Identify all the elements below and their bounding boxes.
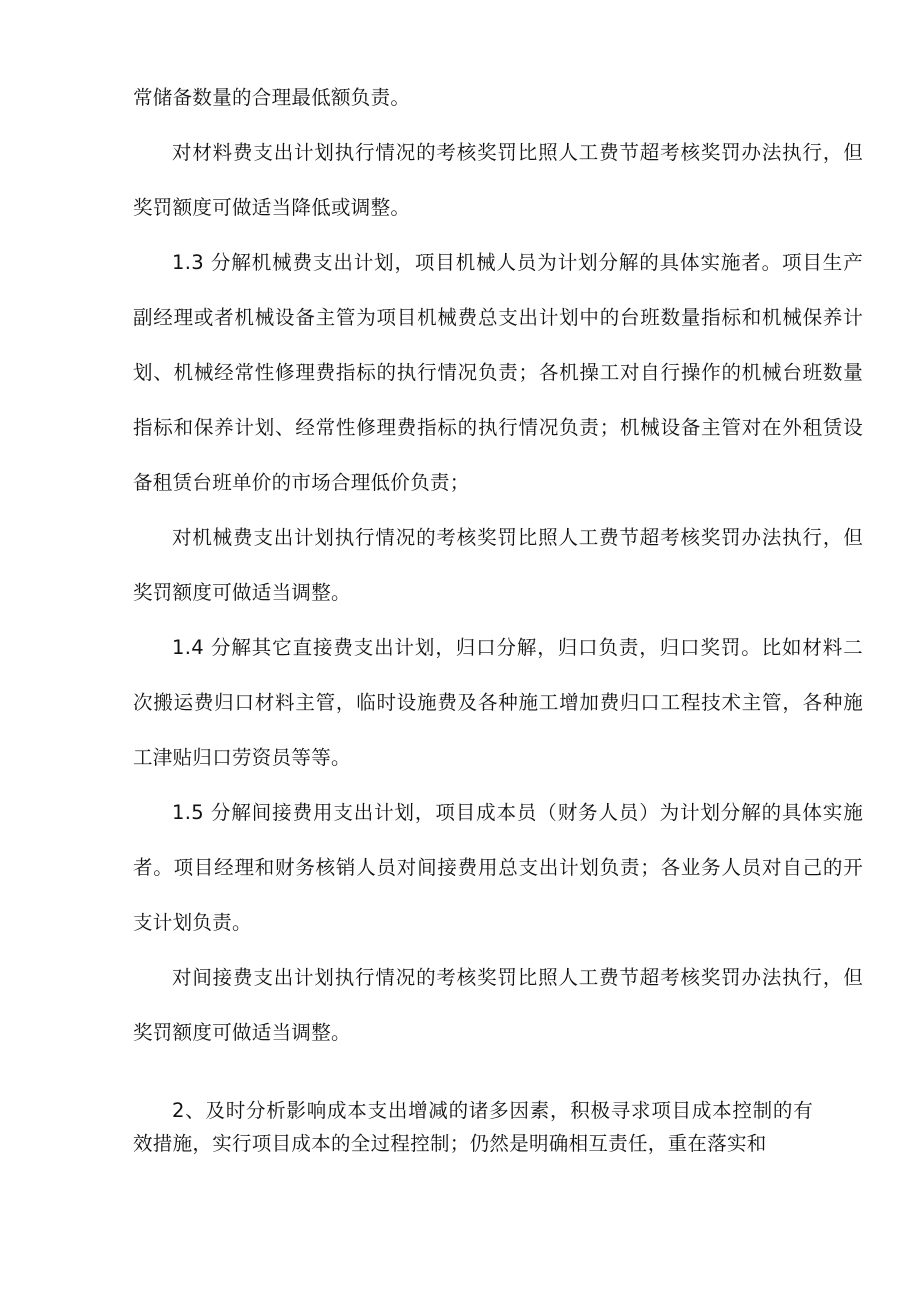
paragraph-7: 对间接费支出计划执行情况的考核奖罚比照人工费节超考核奖罚办法执行，但奖罚额度可做适当调整。 xyxy=(133,966,863,1044)
paragraph-8: 2、及时分析影响成本支出增减的诸多因素，积极寻求项目成本控制的有效措施，实行项目成本的全过程控制；仍然是明确相互责任，重在落实和 xyxy=(133,1099,813,1155)
paragraph-6: 1.5 分解间接费用支出计划，项目成本员（财务人员）为计划分解的具体实施者。项目经理和财务核销人员对间接费用总支出计划负责；各业务人员对自己的开支计划负责。 xyxy=(133,801,863,934)
paragraph-4: 对机械费支出计划执行情况的考核奖罚比照人工费节超考核奖罚办法执行，但奖罚额度可做适当调整。 xyxy=(133,526,863,604)
paragraph-3: 1.3 分解机械费支出计划，项目机械人员为计划分解的具体实施者。项目生产副经理或者机械设备主管为项目机械费总支出计划中的台班数量指标和机械保养计划、机械经常性修理费指标的执行情况负责；各机操工对自行操作的机械台班数量指标和保养计划、经常性修理费指标的执行情况负责；机械设备主管对在外租赁设备租赁台班单价的市场合理低价负责； xyxy=(133,251,863,494)
paragraph-2: 对材料费支出计划执行情况的考核奖罚比照人工费节超考核奖罚办法执行，但奖罚额度可做适当降低或调整。 xyxy=(133,141,863,219)
paragraph-5: 1.4 分解其它直接费支出计划，归口分解，归口负责，归口奖罚。比如材料二次搬运费归口材料主管，临时设施费及各种施工增加费归口工程技术主管，各种施工津贴归口劳资员等等。 xyxy=(133,636,863,769)
paragraph-1: 常储备数量的合理最低额负责。 xyxy=(133,86,411,109)
